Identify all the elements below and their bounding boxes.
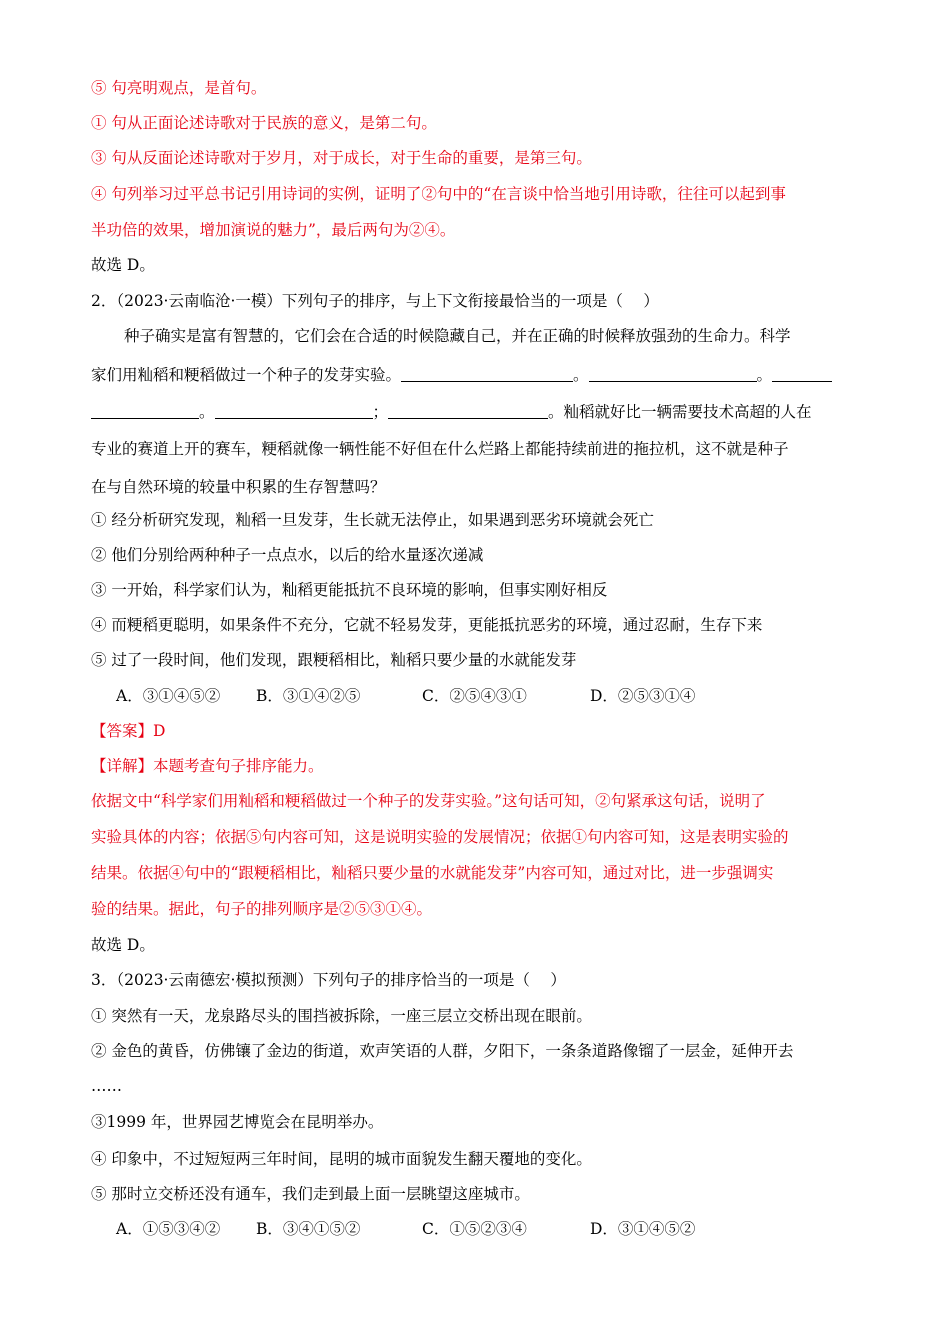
blank-2[interactable] [589, 365, 757, 382]
sentence-3: ③ 一开始，科学家们认为，籼稻更能抵抗不良环境的影响，但事实刚好相反 [91, 581, 608, 599]
blank-4[interactable] [215, 402, 373, 419]
blank-3-start[interactable] [772, 365, 832, 382]
conclusion: 故选 D。 [91, 256, 155, 274]
option-b[interactable]: B．③①④②⑤ [256, 687, 361, 705]
blank-5[interactable] [388, 402, 548, 419]
sentence-1: ① 经分析研究发现，籼稻一旦发芽，生长就无法停止，如果遇到恶劣环境就会死亡 [91, 511, 654, 529]
option-d[interactable]: D．③①④⑤② [590, 1220, 696, 1238]
sentence-2: ② 他们分别给两种种子一点点水，以后的给水量逐次递减 [91, 546, 484, 564]
passage-line-with-blanks [91, 401, 854, 423]
passage-line: 专业的赛道上开的赛车，粳稻就像一辆性能不好但在什么烂路上都能持续前进的拖拉机，这不就是种子 [91, 440, 789, 458]
option-a[interactable]: A．③①④⑤② [116, 687, 221, 705]
option-a[interactable]: A．①⑤③④② [116, 1220, 221, 1238]
passage-text: 。 [573, 366, 589, 384]
answer: 【答案】D [91, 722, 166, 740]
passage-text: ； [372, 403, 389, 421]
passage-text: 家们用籼稻和粳稻做过一个种子的发芽实验。 [91, 366, 402, 384]
explanation-line: ① 句从正面论述诗歌对于民族的意义，是第二句。 [91, 114, 437, 132]
question-2-header: 2．（2023·云南临沧·一模）下列句子的排序，与上下文衔接最恰当的一项是（ ） [91, 292, 659, 310]
question-3-header: 3．（2023·云南德宏·模拟预测）下列句子的排序恰当的一项是（ ） [91, 971, 566, 989]
option-c[interactable]: C．②⑤④③① [422, 687, 527, 705]
detail-heading: 【详解】本题考查句子排序能力。 [91, 757, 324, 775]
explanation-line: ④ 句列举习过平总书记引用诗词的实例，证明了②句中的“在言谈中恰当地引用诗歌，往往可以起到事 [91, 185, 786, 203]
option-c[interactable]: C．①⑤②③④ [422, 1220, 527, 1238]
options-row [116, 685, 854, 707]
explanation-line: 半功倍的效果，增加演说的魅力”，最后两句为②④。 [91, 221, 456, 239]
sentence-5: ⑤ 过了一段时间，他们发现，跟粳稻相比，籼稻只要少量的水就能发芽 [91, 651, 577, 669]
sentence-5: ⑤ 那时立交桥还没有通车，我们走到最上面一层眺望这座城市。 [91, 1185, 530, 1203]
sentence-1: ① 突然有一天，龙泉路尽头的围挡被拆除，一座三层立交桥出现在眼前。 [91, 1007, 592, 1025]
explanation-line: 验的结果。据此，句子的排列顺序是②⑤③①④。 [91, 900, 433, 918]
explanation-line: ③ 句从反面论述诗歌对于岁月，对于成长，对于生命的重要，是第三句。 [91, 149, 592, 167]
option-b[interactable]: B．③④①⑤② [256, 1220, 361, 1238]
options-row [116, 1218, 854, 1240]
passage-line-with-blanks [91, 364, 854, 386]
passage-text: 。 [199, 403, 215, 421]
option-d[interactable]: D．②⑤③①④ [590, 687, 696, 705]
blank-3-end[interactable] [91, 402, 199, 419]
sentence-3: ③1999 年，世界园艺博览会在昆明举办。 [91, 1113, 384, 1131]
sentence-4: ④ 而粳稻更聪明，如果条件不充分，它就不轻易发芽，更能抵抗恶劣的环境，通过忍耐，生存下来 [91, 616, 763, 634]
passage-text: 。 [756, 366, 773, 384]
passage-line: 种子确实是富有智慧的，它们会在合适的时候隐藏自己，并在正确的时候释放强劲的生命力。科学 [124, 327, 791, 345]
sentence-2-continued: …… [91, 1077, 122, 1095]
sentence-2: ② 金色的黄昏，仿佛镶了金边的街道，欢声笑语的人群，夕阳下，一条条道路像镏了一层金，延伸开去 [91, 1042, 794, 1060]
passage-line: 在与自然环境的较量中积累的生存智慧吗？ [91, 478, 386, 496]
passage-text: 。籼稻就好比一辆需要技术高超的人在 [548, 403, 812, 421]
explanation-line: 依据文中“科学家们用籼稻和粳稻做过一个种子的发芽实验。”这句话可知，②句紧承这句话，说明了 [91, 792, 766, 810]
explanation-line: 结果。依据④句中的“跟粳稻相比，籼稻只要少量的水就能发芽”内容可知，通过对比，进一步强调实 [91, 864, 774, 882]
explanation-line: 实验具体的内容；依据⑤句内容可知，这是说明实验的发展情况；依据①句内容可知，这是表明实验的 [91, 828, 789, 846]
sentence-4: ④ 印象中，不过短短两三年时间，昆明的城市面貌发生翻天覆地的变化。 [91, 1150, 592, 1168]
explanation-line: ⑤ 句亮明观点，是首句。 [91, 79, 267, 97]
conclusion: 故选 D。 [91, 936, 155, 954]
blank-1[interactable] [401, 365, 573, 382]
